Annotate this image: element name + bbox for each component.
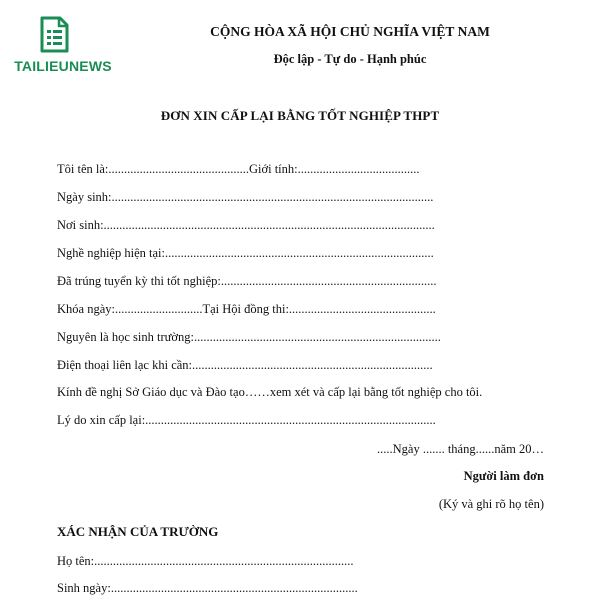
date-line: .....Ngày ....... tháng......năm 20… bbox=[377, 442, 544, 456]
applicant-label: Người làm đơn bbox=[463, 469, 544, 483]
field-name-gender: Tôi tên là:.............................................Giới tính:....................................... bbox=[57, 162, 420, 176]
field-reason: Lý do xin cấp lại:............................................................................................. bbox=[57, 413, 436, 427]
school-confirmation-heading: XÁC NHẬN CỦA TRƯỜNG bbox=[57, 524, 219, 539]
field-birthplace: Nơi sinh:.......................................................................................................... bbox=[57, 218, 435, 232]
field-occupation: Nghề nghiệp hiện tại:...................................................................................... bbox=[57, 246, 434, 260]
document-list-icon bbox=[38, 16, 70, 54]
signature-instruction: (Ký và ghi rõ họ tên) bbox=[438, 497, 544, 511]
field-date-of-birth: Ngày sinh:....................................................................................................... bbox=[57, 190, 434, 204]
request-statement: Kính đề nghị Sở Giáo dục và Đào tạo……xem xét và cấp lại bằng tốt nghiệp cho tôi. bbox=[57, 385, 483, 399]
document-title: ĐƠN XIN CẤP LẠI BẰNG TỐT NGHIỆP THPT bbox=[160, 108, 440, 123]
field-contact-phone: Điện thoại liên lạc khi cần:............................................................................. bbox=[57, 358, 433, 372]
field-exam-passed: Đã trúng tuyển kỳ thi tốt nghiệp:..................................................................... bbox=[57, 274, 437, 288]
site-logo bbox=[13, 14, 113, 76]
national-heading: CỘNG HÒA XÃ HỘI CHỦ NGHĨA VIỆT NAM bbox=[210, 24, 490, 39]
field-confirm-full-name: Họ tên:................................................................................... bbox=[57, 554, 354, 568]
logo-text: TAILIEUNEWS bbox=[14, 58, 112, 74]
field-former-school: Nguyên là học sinh trường:............................................................................... bbox=[57, 330, 441, 344]
national-motto: Độc lập - Tự do - Hạnh phúc bbox=[273, 52, 427, 66]
field-confirm-dob: Sinh ngày:............................................................................... bbox=[57, 581, 358, 595]
field-course-council: Khóa ngày:............................Tại Hội đồng thi:............................................... bbox=[57, 302, 436, 316]
